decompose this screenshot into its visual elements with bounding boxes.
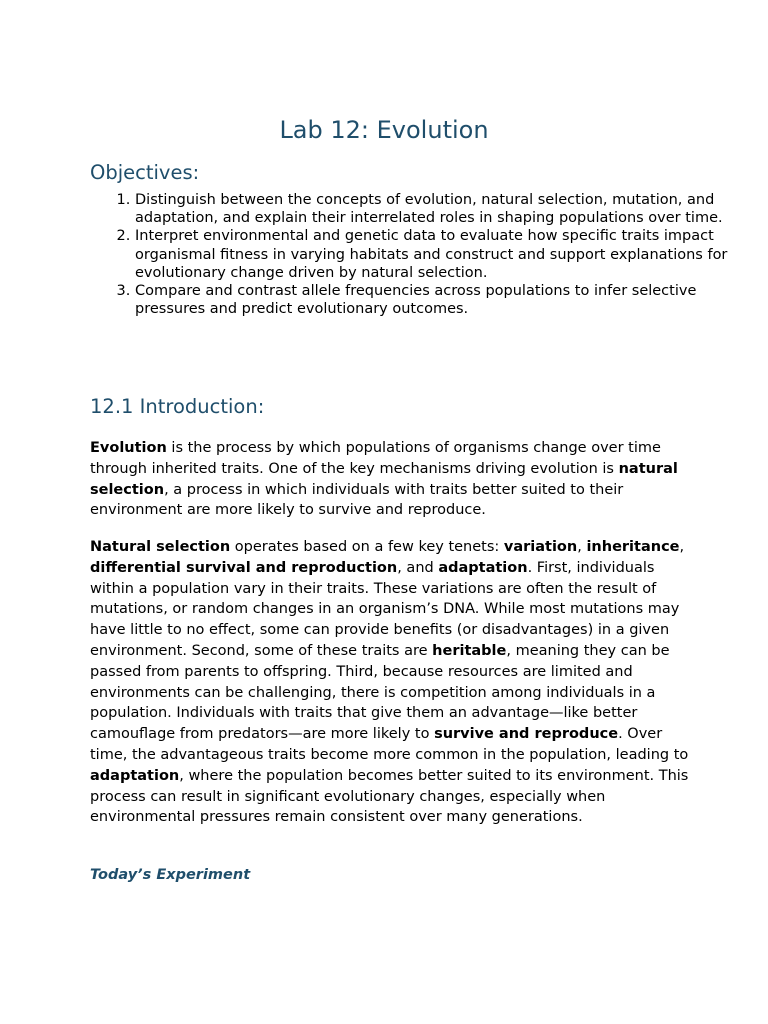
introduction-heading: 12.1 Introduction:: [90, 395, 265, 418]
bold-term: Evolution: [90, 440, 167, 456]
page-title: Lab 12: Evolution: [279, 116, 489, 144]
objectives-heading: Objectives:: [90, 161, 200, 184]
text-run: . Over time, the advantageous traits become more common in the population, leading to: [90, 726, 689, 763]
bold-term: heritable: [432, 642, 507, 659]
bold-term: differential survival and reproduction: [90, 559, 398, 576]
bold-term: survive and reproduce: [434, 726, 619, 743]
text-run: operates based on a few key tenets:: [230, 539, 504, 555]
text-run: , and: [397, 559, 439, 576]
bold-term: adaptation: [438, 559, 528, 576]
objectives-list: [90, 191, 735, 318]
text-run: ,: [577, 539, 587, 555]
bold-term: adaptation: [90, 767, 180, 784]
bold-term: Natural selection: [90, 539, 231, 555]
text-run: , a process in which individuals with traits better suited to their environment are more likely to survive and reproduce.: [90, 481, 624, 519]
bold-term: natural selection: [90, 460, 678, 498]
text-run: ,: [679, 539, 685, 555]
bold-term: variation: [503, 539, 578, 555]
text-run: . First, individuals within a population vary in their traits. These variations are often the result of mutations, or random changes in an organism’s DNA. While most mutations may have little to no effect, some can provide benefits (or disadvantages) in a given environment. Second, some of these traits are: [90, 559, 680, 659]
experiment-heading: Today’s Experiment: [90, 867, 251, 883]
objective-item: 1. Distinguish between the concepts of evolution, natural selection, mutation, and adaptation, and explain their interrelated roles in shaping populations over time.: [135, 191, 735, 227]
bold-term: inheritance: [586, 539, 680, 555]
text-run: , meaning they can be passed from parents to offspring. Third, because resources are limited and environments can be challenging, there is competition among individuals in a population. Individuals with traits that give them an advantage—like better camouflage from predators—are more likely to: [90, 642, 670, 743]
intro-paragraph-2: [90, 537, 690, 828]
intro-paragraph-1: [90, 438, 690, 521]
objective-item: 3. Compare and contrast allele frequencies across populations to infer selective pressures and predict evolutionary outcomes.: [135, 282, 735, 318]
text-run: is the process by which populations of organisms change over time through inherited traits. One of the key mechanisms driving evolution is: [90, 440, 661, 477]
text-run: , where the population becomes better suited to its environment. This process can result in significant evolutionary changes, especially when environmental pressures remain consistent over many generations.: [90, 767, 689, 826]
objective-item: 2. Interpret environmental and genetic data to evaluate how specific traits impact organismal fitness in varying habitats and construct and support explanations for evolutionary change driven by natural selection.: [135, 227, 735, 282]
